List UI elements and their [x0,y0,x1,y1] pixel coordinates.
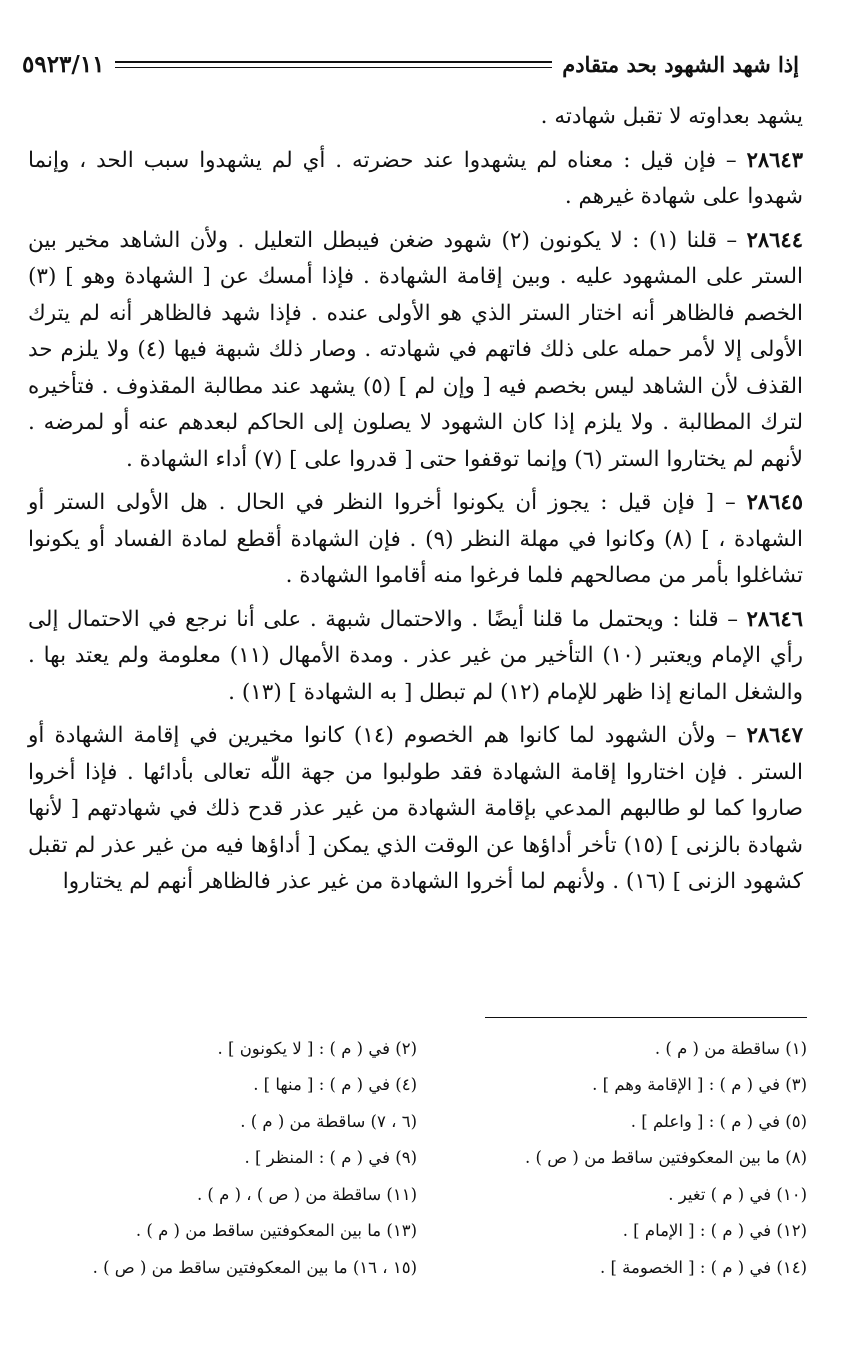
paragraph-number: ٢٨٦٤٤ [746,226,803,252]
footnote: (٢) في ( م ) : [ لا يكونون ] . [217,1038,417,1058]
paragraph-text: – قلنا : ويحتمل ما قلنا أيضًا . والاحتمال شبهة . على أنا نرجع في الاحتمال إلى رأي الإمام ويعتبر (١٠) التأخير من غير عذر . ومدة الأمهال (١١) معلومة ولم يعتد بها . والشغل المانع إذا ظهر للإمام (١٢) لم تبطل [ به الشهادة ] (١٣) . [28,606,804,705]
footnote: (١) ساقطة من ( م ) . [654,1038,807,1058]
paragraph-text: – فإن قيل : معناه لم يشهدوا عند حضرته . أي لم يشهدوا سبب الحد ، وإنما شهدوا على شهادة غيرهم . [28,147,803,209]
footnote-row [40,1140,807,1177]
running-title: إذا شهد الشهود بحد متقادم [562,51,799,77]
footnote-row [40,1103,807,1140]
footnote: (١١) ساقطة من ( ص ) ، ( م ) . [196,1184,417,1204]
paragraph-text: – [ فإن قيل : يجوز أن يكونوا أخروا النظر في الحال . هل الأولى الستر أو الشهادة ، ] (٨) وكانوا في مهلة النظر (٩) . فإن الشهادة أقطع لمادة الفساد أو يكونوا تشاغلوا بأمر من مصالحهم فلما فرغوا منه أقاموا الشهادة . [28,490,803,588]
footnote: (٣) في ( م ) : [ الإقامة وهم ] . [592,1075,807,1095]
footnote: (٤) في ( م ) : [ منها ] . [253,1075,417,1095]
page-header [22,44,799,84]
paragraph [28,142,803,216]
paragraph [28,717,803,901]
footnote: (١٥ ، ١٦) ما بين المعكوفتين ساقط من ( ص ) . [92,1257,417,1277]
footnote-row [40,1176,807,1213]
paragraph-text: يشهد بعداوته لا تقبل شهادته . [540,104,803,129]
footnote-separator [485,1017,807,1018]
header-rule [115,61,553,68]
footnote: (١٣) ما بين المعكوفتين ساقط من ( م ) . [135,1221,417,1241]
footnote: (٨) ما بين المعكوفتين ساقط من ( ص ) . [525,1148,807,1168]
footnote-row [40,1030,807,1067]
footnote-row [40,1213,807,1250]
footnote: (١٤) في ( م ) : [ الخصومة ] . [599,1257,807,1277]
footnote: (٥) في ( م ) : [ واعلم ] . [630,1111,807,1131]
footnotes [40,1030,807,1286]
footnote-row [40,1249,807,1286]
paragraph-number: ٢٨٦٤٣ [746,146,803,172]
paragraph [28,601,803,712]
paragraph-text: – ولأن الشهود لما كانوا هم الخصوم (١٤) كانوا مخيرين في إقامة الشهادة أو الستر . فإن اختاروا إقامة الشهادة فقد طولبوا من جهة اللّٰه تعالى بأدائها . فإذا أخروا صاروا كما لو طالبهم المدعي بإقامة الشهادة من غير عذر قدح ذلك في شهادتهم [ لأنها شهادة بالزنى ] (١٥) تأخر أداؤها عن الوقت الذي يمكن [ أداؤها فيه من غير عذر لم تقبل كشهود الزنى ] (١٦) . ولأنهم لما أخروا الشهادة من غير عذر فالظاهر أنهم لم يختاروا [28,723,803,894]
paragraph [28,98,803,136]
footnote: (٦ ، ٧) ساقطة من ( م ) . [240,1111,417,1131]
footnote: (١٠) في ( م ) تغير . [668,1184,807,1204]
footnote: (٩) في ( م ) : المنظر ] . [244,1148,417,1168]
paragraph-text: – قلنا (١) : لا يكونون (٢) شهود ضغن فيبطل التعليل . ولأن الشاهد مخير بين الستر على المشهود عليه . وبين إقامة الشهادة . فإذا أمسك عن [ الشهادة وهو ] (٣) الخصم فالظاهر أنه اختار الستر الذي هو الأولى عنده . فإذا شهد فالظاهر أنه لم يترك الأولى إلا لأمر حمله على ذلك فاتهم في شهادته . وصار ذلك شبهة فيها (٤) ولا يلزم حد القذف لأن الشاهد ليس بخصم فيه [ وإن لم ] (٥) يشهد عند مطالبة المقذوف . فتأخيره لترك المطالبة . ولا يلزم إذا كان الشهود لا يصلون إلى الحاكم لبعدهم عنه أو لمرضه . لأنهم لم يختاروا الستر (٦) وإنما توقفوا حتى [ قدروا على ] (٧) أداء الشهادة . [28,227,803,472]
footnote: (١٢) في ( م ) : [ الإمام ] . [622,1221,807,1241]
footnote-row [40,1067,807,1104]
paragraph-number: ٢٨٦٤٥ [746,489,803,514]
paragraph [28,222,803,479]
paragraph [28,484,803,595]
paragraph-number: ٢٨٦٤٧ [746,722,803,747]
paragraph-number: ٢٨٦٤٦ [746,605,803,631]
page-number: ٥٩٢٣/١١ [22,50,105,78]
main-text [28,98,803,907]
